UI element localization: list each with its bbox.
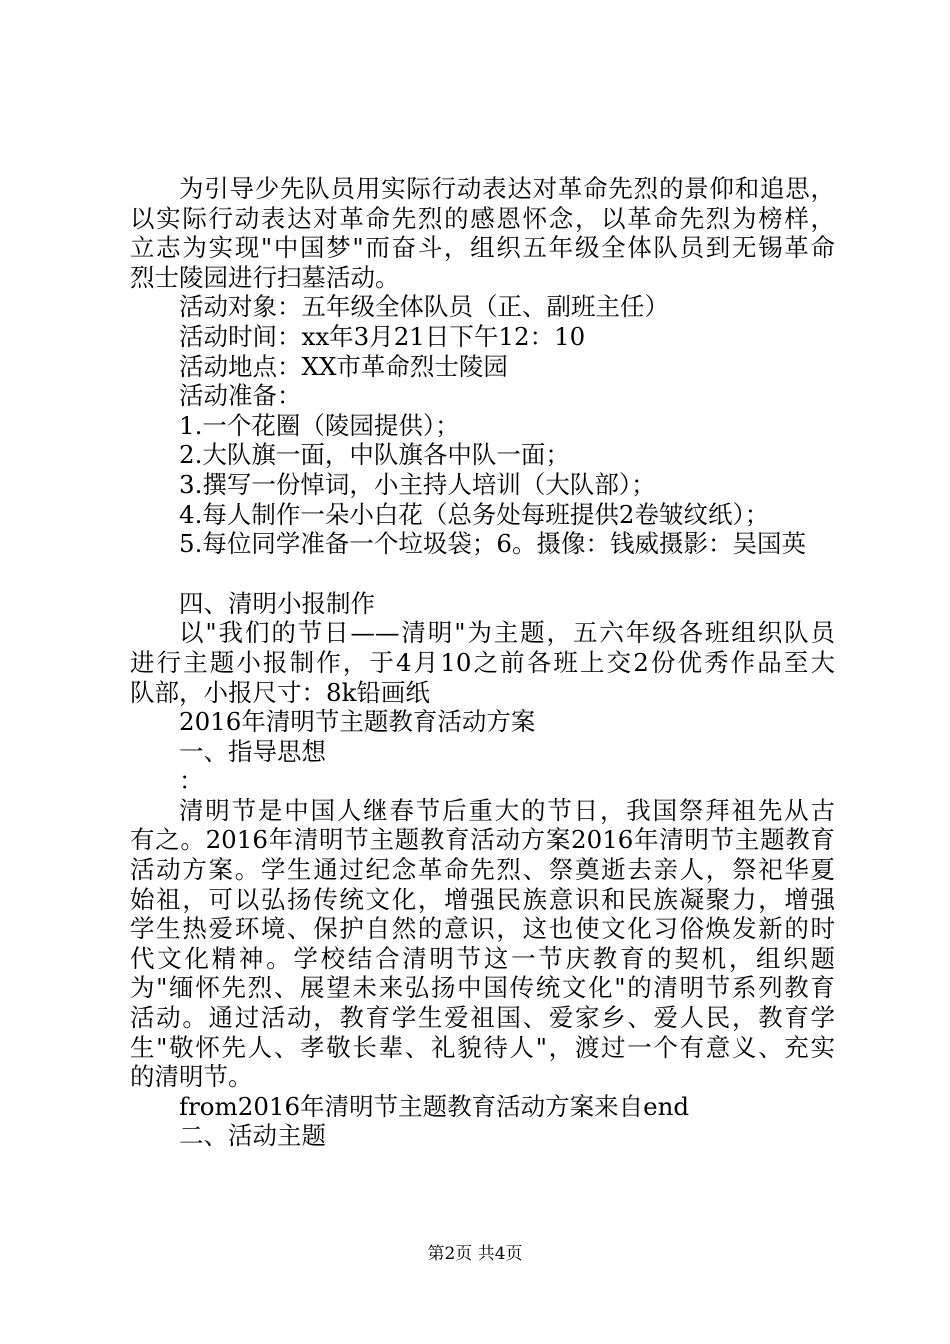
text-line: 以"我们的节日——清明"为主题，五六年级各班组织队员 xyxy=(179,618,835,648)
text-line: 队部，小报尺寸：8k铅画纸 xyxy=(130,677,430,707)
activity-place: 活动地点：XX市革命烈士陵园 xyxy=(179,351,508,381)
text-line: 为"缅怀先烈、展望未来弘扬中国传统文化"的清明节系列教育 xyxy=(130,973,835,1003)
list-item: 5.每位同学准备一个垃圾袋；6。摄像：钱威摄影：吴国英 xyxy=(179,529,806,559)
list-item: 3.撰写一份悼词，小主持人培训（大队部）； xyxy=(179,469,656,499)
text-line: 有之。2016年清明节主题教育活动方案2016年清明节主题教育 xyxy=(130,825,835,855)
page-footer: 第2页 共4页 xyxy=(427,1244,523,1264)
text-line: 生"敬怀先人、孝敬长辈、礼貌待人"，渡过一个有意义、充实 xyxy=(130,1032,835,1062)
text-line: 进行主题小报制作，于4月10之前各班上交2份优秀作品至大 xyxy=(130,647,835,677)
section-heading: 二、活动主题 xyxy=(179,1121,326,1151)
plan-title: 2016年清明节主题教育活动方案 xyxy=(179,707,536,737)
list-item: 2.大队旗一面，中队旗各中队一面； xyxy=(179,440,570,470)
blank-line xyxy=(130,559,835,589)
text-line: 烈士陵园进行扫墓活动。 xyxy=(130,262,400,292)
intro-paragraph xyxy=(130,174,835,292)
activity-time: 活动时间：xx年3月21日下午12：10 xyxy=(179,321,586,351)
section-heading: 四、清明小报制作 xyxy=(179,588,375,618)
source-line: from2016年清明节主题教育活动方案来自end xyxy=(179,1091,690,1121)
newspaper-paragraph xyxy=(130,618,835,707)
text-line: 学生热爱环境、保护自然的意识，这也使文化习俗焕发新的时 xyxy=(130,914,835,944)
text-line: 始祖，可以弘扬传统文化，增强民族意识和民族凝聚力，增强 xyxy=(130,884,835,914)
colon-line: ： xyxy=(179,766,204,796)
text-line: 代文化精神。学校结合清明节这一节庆教育的契机，组织题 xyxy=(130,943,835,973)
list-item: 4.每人制作一朵小白花（总务处每班提供2卷皱纹纸）； xyxy=(179,499,770,529)
activity-target: 活动对象：五年级全体队员（正、副班主任） xyxy=(179,292,669,322)
document-body xyxy=(130,174,835,1151)
guiding-paragraph xyxy=(130,796,835,1092)
text-line: 活动方案。学生通过纪念革命先烈、祭奠逝去亲人，祭祀华夏 xyxy=(130,855,835,885)
text-line: 的清明节。 xyxy=(130,1062,253,1092)
text-line: 以实际行动表达对革命先烈的感恩怀念，以革命先烈为榜样， xyxy=(130,203,835,233)
activity-prep-label: 活动准备： xyxy=(179,381,302,411)
text-line: 清明节是中国人继春节后重大的节日，我国祭拜祖先从古 xyxy=(179,795,835,825)
text-line: 为引导少先队员用实际行动表达对革命先烈的景仰和追思， xyxy=(179,174,835,203)
prep-list xyxy=(130,411,835,559)
text-line: 立志为实现"中国梦"而奋斗，组织五年级全体队员到无锡革命 xyxy=(130,233,835,263)
section-heading: 一、指导思想 xyxy=(179,736,326,766)
text-line: 活动。通过活动，教育学生爱祖国、爱家乡、爱人民，教育学 xyxy=(130,1003,835,1033)
list-item: 1.一个花圈（陵园提供）； xyxy=(179,410,460,440)
